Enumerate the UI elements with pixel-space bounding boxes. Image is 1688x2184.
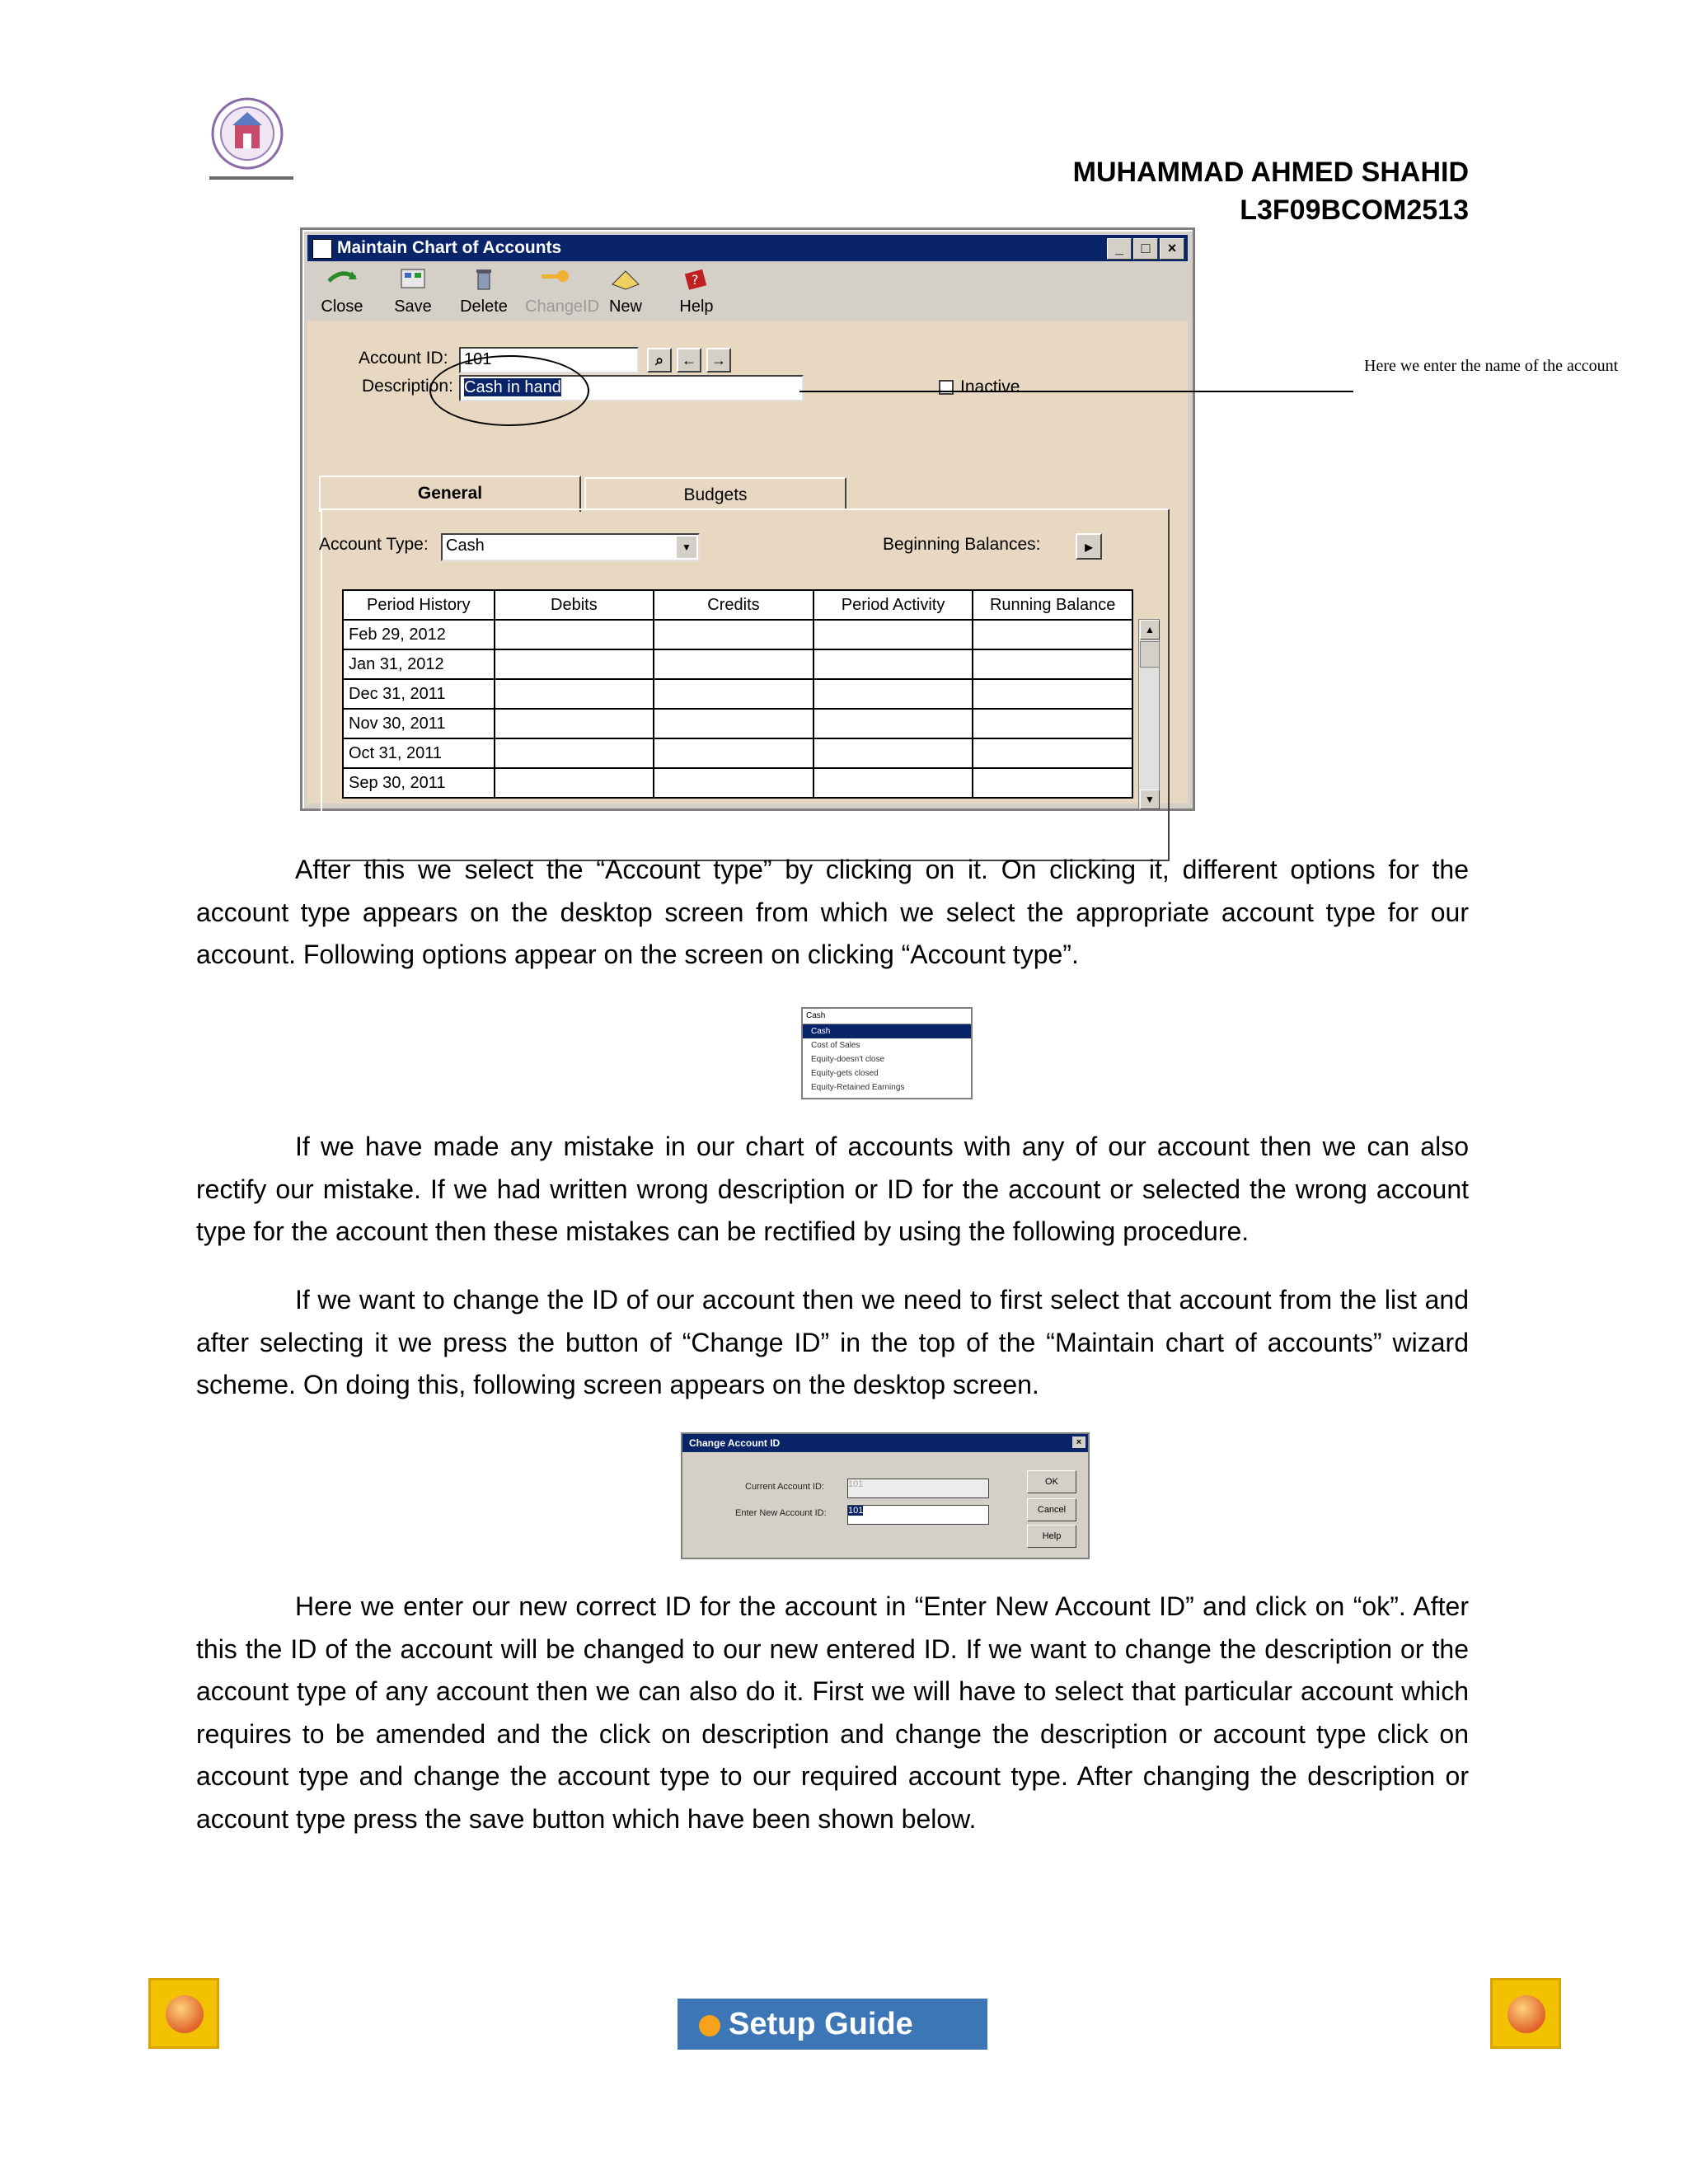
current-id-field: 101	[847, 1479, 989, 1498]
dropdown-option: Cash	[803, 1024, 971, 1038]
col-period-activity: Period Activity	[814, 590, 973, 620]
faculty-logo	[198, 92, 305, 187]
maximize-button[interactable]: □	[1133, 238, 1158, 260]
scroll-down-icon[interactable]: ▼	[1140, 790, 1160, 809]
arrow-right-icon: →	[711, 352, 726, 368]
table-row[interactable]	[343, 620, 1132, 649]
dropdown-option: Equity-Retained Earnings	[811, 1083, 905, 1092]
new-id-label: Enter New Account ID:	[735, 1508, 827, 1518]
dropdown-option: Equity-doesn't close	[811, 1055, 885, 1064]
col-credits: Credits	[654, 590, 814, 620]
activity-cell	[814, 768, 973, 798]
account-type-dropdown-thumbnail	[801, 1007, 973, 1099]
inactive-checkbox[interactable]	[939, 380, 954, 395]
debit-cell[interactable]	[495, 709, 654, 738]
period-cell: Oct 31, 2011	[343, 738, 495, 768]
trash-icon	[467, 266, 500, 291]
debit-cell[interactable]	[495, 679, 654, 709]
balance-cell	[973, 768, 1132, 798]
paragraph-2: If we have made any mistake in our chart of accounts with any of our account then we can also rectify our mistake. If we had written wrong description or ID for the account or selected the wrong account type for the account then these mistakes can be rectified by using the following procedure.	[196, 1132, 1469, 1246]
balance-cell	[973, 738, 1132, 768]
highlight-circle	[429, 355, 589, 426]
lookup-button[interactable]	[647, 348, 672, 373]
setup-guide-banner: Setup Guide	[678, 1999, 987, 2050]
dialog-titlebar: Change Account ID ×	[682, 1434, 1088, 1452]
col-debits: Debits	[495, 590, 654, 620]
activity-cell	[814, 679, 973, 709]
scroll-up-icon[interactable]: ▲	[1140, 620, 1160, 640]
save-button[interactable]: Save	[383, 266, 443, 316]
credit-cell[interactable]	[654, 768, 814, 798]
debit-cell[interactable]	[495, 768, 654, 798]
period-history-table	[342, 589, 1133, 799]
tab-budgets[interactable]: Budgets	[584, 477, 846, 510]
paragraph-1: After this we select the “Account type” by clicking on it. On clicking it, different options for the account type appears on the desktop screen from which we select the appropriate account type for our account. Following options appear on the screen on clicking “Account type”.	[196, 855, 1469, 969]
paragraph-4: Here we enter our new correct ID for the account in “Enter New Account ID” and click on “ok”. After this the ID of the account will be changed to our new entered ID. If we want to change the description or the account type of any account then we can also do it. First we will have to select that particular account which requires to be amended and the click on description and change the description or account type click on account type and change the account type to our required account type. After changing the description or account type press the save button which have been shown below.	[196, 1591, 1469, 1834]
dropdown-selected: Cash	[803, 1009, 971, 1024]
new-icon	[609, 266, 642, 291]
credit-cell[interactable]	[654, 709, 814, 738]
inactive-label: Inactive	[960, 377, 1020, 396]
credit-cell[interactable]	[654, 738, 814, 768]
activity-cell	[814, 709, 973, 738]
account-form	[307, 321, 1188, 804]
dropdown-option: Equity-gets closed	[811, 1069, 879, 1078]
table-row[interactable]	[343, 649, 1132, 679]
window-titlebar	[307, 235, 1188, 261]
save-icon	[396, 266, 429, 291]
close-button[interactable]: Close	[312, 266, 372, 316]
activity-cell	[814, 738, 973, 768]
footer-logo-left	[148, 1978, 219, 2049]
credit-cell[interactable]	[654, 649, 814, 679]
annotation-leader-line	[799, 391, 1353, 392]
key-icon	[538, 266, 571, 291]
fruit-icon	[1507, 1995, 1545, 2033]
table-scrollbar[interactable]	[1138, 619, 1160, 810]
beginning-balances-label: Beginning Balances:	[883, 535, 1041, 554]
credit-cell[interactable]	[654, 620, 814, 649]
table-header-row	[343, 590, 1132, 620]
current-id-label: Current Account ID:	[745, 1482, 824, 1492]
account-type-select[interactable]	[441, 533, 700, 561]
tab-general[interactable]: General	[319, 476, 581, 512]
activity-cell	[814, 649, 973, 679]
account-id-label: Account ID:	[359, 349, 448, 368]
description-value: Cash in hand	[464, 378, 561, 396]
student-id: L3F09BCOM2513	[1240, 194, 1469, 226]
delete-button[interactable]: Delete	[454, 266, 513, 316]
minimize-button[interactable]: _	[1107, 238, 1132, 260]
description-label: Description:	[362, 377, 453, 396]
next-button[interactable]	[706, 348, 731, 373]
debit-cell[interactable]	[495, 738, 654, 768]
account-type-value: Cash	[446, 537, 485, 555]
new-button[interactable]: New	[596, 266, 655, 316]
debit-cell[interactable]	[495, 649, 654, 679]
activity-cell	[814, 620, 973, 649]
close-icon	[326, 266, 359, 291]
cancel-button: Cancel	[1027, 1498, 1076, 1521]
author-name: MUHAMMAD AHMED SHAHID	[1072, 157, 1469, 188]
period-cell: Jan 31, 2012	[343, 649, 495, 679]
help-icon	[680, 266, 713, 291]
chevron-down-icon[interactable]: ▼	[677, 537, 696, 558]
footer-logo-right	[1490, 1978, 1561, 2049]
period-cell: Dec 31, 2011	[343, 679, 495, 709]
change-id-button[interactable]: ChangeID	[525, 266, 584, 316]
credit-cell[interactable]	[654, 679, 814, 709]
balance-cell	[973, 649, 1132, 679]
table-row[interactable]	[343, 768, 1132, 798]
scroll-thumb[interactable]	[1140, 641, 1160, 668]
arrow-left-icon: ←	[682, 352, 696, 368]
account-type-label: Account Type:	[319, 535, 429, 554]
previous-button[interactable]	[677, 348, 701, 373]
balance-cell	[973, 679, 1132, 709]
toolbar	[312, 266, 726, 316]
close-window-button[interactable]: ×	[1160, 238, 1184, 260]
period-cell: Nov 30, 2011	[343, 709, 495, 738]
table-row[interactable]	[343, 679, 1132, 709]
annotation-text: Here we enter the name of the account	[1364, 357, 1619, 375]
account-id-input[interactable]: 101	[459, 347, 639, 373]
col-period-history: Period History	[343, 590, 495, 620]
close-icon: ×	[1072, 1436, 1085, 1448]
period-cell: Sep 30, 2011	[343, 768, 495, 798]
ok-button: OK	[1027, 1470, 1076, 1493]
window-app-icon	[312, 239, 332, 259]
help-button: Help	[1027, 1525, 1076, 1548]
maintain-chart-window	[300, 227, 1195, 811]
window-title: Maintain Chart of Accounts	[337, 238, 562, 257]
beginning-balances-button[interactable]	[1076, 533, 1102, 560]
paragraph-3: If we want to change the ID of our account then we need to first select that account from the list and after selecting it we press the button of “Change ID” in the top of the “Maintain chart of accounts” wizard scheme. On doing this, following screen appears on the desktop screen.	[196, 1285, 1469, 1399]
change-account-id-dialog	[681, 1432, 1090, 1559]
balance-cell	[973, 709, 1132, 738]
col-running-balance: Running Balance	[973, 590, 1132, 620]
fruit-icon	[166, 1995, 204, 2033]
orange-dot-icon	[699, 2015, 720, 2036]
svg-text:?: ?	[692, 272, 699, 288]
balance-cell	[973, 620, 1132, 649]
triangle-right-icon: ▶	[1085, 541, 1093, 553]
general-panel	[321, 509, 1170, 861]
help-button[interactable]: ? Help	[667, 266, 726, 316]
table-row[interactable]	[343, 709, 1132, 738]
period-cell: Feb 29, 2012	[343, 620, 495, 649]
debit-cell[interactable]	[495, 620, 654, 649]
table-row[interactable]	[343, 738, 1132, 768]
search-icon: ⌕	[654, 352, 664, 368]
new-id-input: 101	[847, 1505, 989, 1525]
dropdown-option: Cost of Sales	[811, 1041, 860, 1050]
